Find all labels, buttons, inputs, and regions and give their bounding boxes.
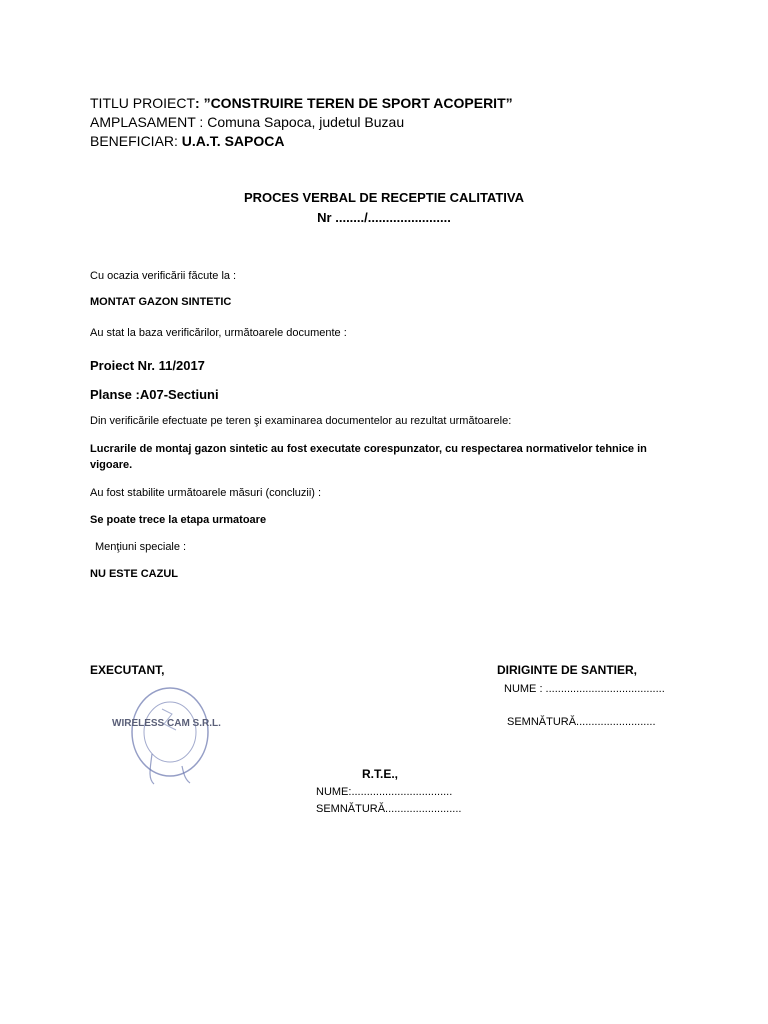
results-intro: Din verificările efectuate pe teren şi examinarea documentelor au rezultat următoarele: xyxy=(90,415,512,427)
measures-intro: Au fost stabilite următoarele măsuri (concluzii) : xyxy=(90,487,322,499)
project-title-label: TITLU PROIECT xyxy=(90,95,196,111)
beneficiary-label: BENEFICIAR: xyxy=(90,133,178,149)
beneficiary-line xyxy=(90,133,284,149)
rte-signature-field: SEMNĂTURĂ......................... xyxy=(316,803,462,815)
results-text: Lucrarile de montaj gazon sintetic au fost executate corespunzator, cu respectarea normativelor tehnice in vigoare. xyxy=(90,443,647,471)
rte-label: R.T.E., xyxy=(362,767,399,781)
special-mentions-label: Menţiuni speciale : xyxy=(95,541,187,553)
site-supervisor-name-field: NUME : ....................................... xyxy=(504,683,665,695)
verification-intro: Cu ocazia verificării făcute la : xyxy=(90,270,237,282)
documents-intro: Au stat la baza verificărilor, următoarele documente : xyxy=(90,327,347,339)
rte-name-field: NUME:................................. xyxy=(316,786,453,798)
location-line: AMPLASAMENT : Comuna Sapoca, judetul Buzau xyxy=(90,114,405,130)
measures-text: Se poate trece la etapa urmatoare xyxy=(90,514,267,526)
stamp-icon xyxy=(112,684,222,792)
project-title-line xyxy=(90,95,513,111)
plans-reference: Planse :A07-Sectiuni xyxy=(90,387,219,402)
beneficiary-value: U.A.T. SAPOCA xyxy=(181,133,285,149)
company-stamp xyxy=(112,684,222,792)
project-title-value: : ”CONSTRUIRE TEREN DE SPORT ACOPERIT” xyxy=(195,95,513,111)
document-title: PROCES VERBAL DE RECEPTIE CALITATIVA xyxy=(243,190,524,205)
site-supervisor-signature-field: SEMNĂTURĂ.......................... xyxy=(507,716,656,728)
special-mentions-text: NU ESTE CAZUL xyxy=(90,568,178,580)
project-number: Proiect Nr. 11/2017 xyxy=(90,358,205,373)
verified-work: MONTAT GAZON SINTETIC xyxy=(90,296,232,308)
site-supervisor-label: DIRIGINTE DE SANTIER, xyxy=(497,663,638,677)
executant-label: EXECUTANT, xyxy=(90,663,165,677)
document-number: Nr ......../....................... xyxy=(317,210,451,225)
stamp-text: WIRELESS CAM S.R.L. xyxy=(112,718,221,729)
